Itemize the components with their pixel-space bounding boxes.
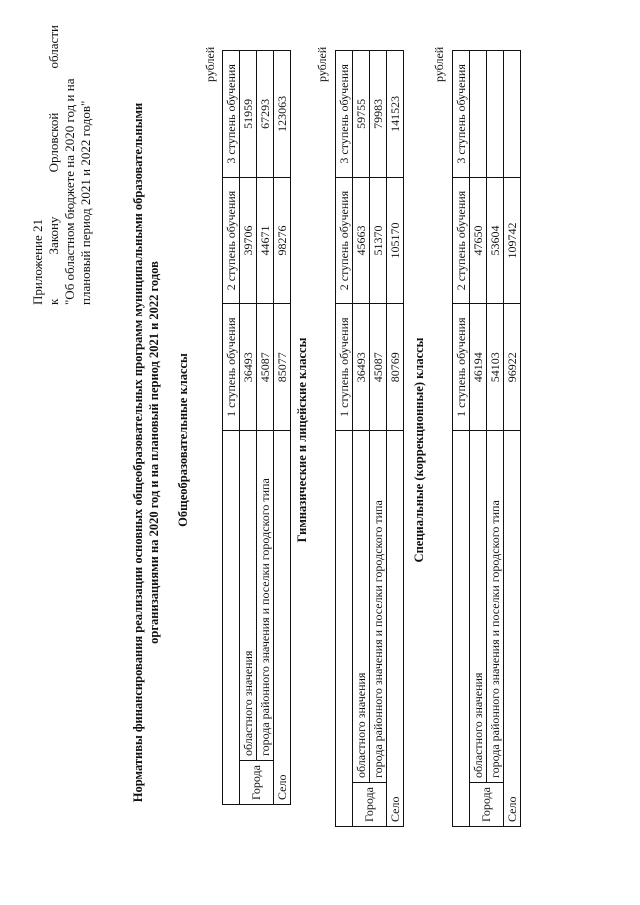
group-label-cities: Города xyxy=(353,783,387,827)
row-label-regional: областного значения xyxy=(470,431,487,783)
table-gymnasium-classes xyxy=(335,50,404,827)
row-label-district: города районного значения и поселки городского типа xyxy=(370,431,387,783)
value-cell: 54103 xyxy=(487,304,504,431)
appendix-region-word: Орловской xyxy=(46,112,61,173)
header-stage-3: 3 ступень обучения xyxy=(336,51,353,178)
value-cell: 80769 xyxy=(387,304,404,431)
page-title-line-1: Нормативы финансирования реализации основных общеобразовательных программ муниципальными образовательными xyxy=(131,102,145,803)
value-cell: 39706 xyxy=(240,177,257,304)
value-cell: 105170 xyxy=(387,177,404,304)
table-row xyxy=(353,51,370,827)
page-title-line-2: организациями на 2020 год и на плановый период 2021 и 2022 годов xyxy=(147,261,161,644)
group-label-cities: Города xyxy=(470,783,504,827)
appendix-oblast-word: области xyxy=(46,25,61,69)
currency-label-2: рублей xyxy=(315,46,329,82)
header-stage-1: 1 ступень обучения xyxy=(223,304,240,431)
appendix-number: Приложение 21 xyxy=(30,218,45,305)
table-general-classes xyxy=(222,50,291,805)
appendix-law-word: Закону xyxy=(46,216,61,255)
header-stage-3: 3 ступень обучения xyxy=(223,51,240,178)
header-empty-cell xyxy=(336,431,353,827)
header-stage-1: 1 ступень обучения xyxy=(453,304,470,431)
value-cell: 46194 xyxy=(470,304,487,431)
value-cell: 47650 xyxy=(470,177,487,304)
table-special-classes xyxy=(452,50,521,827)
value-cell-empty xyxy=(487,51,504,178)
value-cell: 59755 xyxy=(353,51,370,178)
table-row xyxy=(257,51,274,805)
table-header-row xyxy=(453,51,470,827)
table-header-row xyxy=(223,51,240,805)
header-stage-2: 2 ступень обучения xyxy=(453,177,470,304)
row-label-regional: областного значения xyxy=(240,431,257,761)
row-label-district: города районного значения и поселки городского типа xyxy=(487,431,504,783)
value-cell: 44671 xyxy=(257,177,274,304)
currency-label-3: рублей xyxy=(432,46,446,82)
value-cell: 141523 xyxy=(387,51,404,178)
table-header-row xyxy=(336,51,353,827)
header-stage-1: 1 ступень обучения xyxy=(336,304,353,431)
value-cell: 85077 xyxy=(274,304,291,431)
table-row xyxy=(370,51,387,827)
row-label-village: Село xyxy=(274,431,291,805)
section-title-special: Специальные (коррекционные) классы xyxy=(412,337,426,563)
table-row xyxy=(487,51,504,827)
appendix-header xyxy=(30,25,94,305)
value-cell: 45087 xyxy=(257,304,274,431)
value-cell: 96922 xyxy=(504,304,521,431)
currency-label-1: рублей xyxy=(203,46,217,82)
value-cell: 98276 xyxy=(274,177,291,304)
header-empty-cell xyxy=(223,431,240,805)
value-cell: 53604 xyxy=(487,177,504,304)
value-cell: 109742 xyxy=(504,177,521,304)
page-title xyxy=(130,100,162,805)
value-cell: 45087 xyxy=(370,304,387,431)
row-label-regional: областного значения xyxy=(353,431,370,783)
appendix-law-reference xyxy=(46,25,62,305)
value-cell: 51370 xyxy=(370,177,387,304)
row-label-district: города районного значения и поселки городского типа xyxy=(257,431,274,761)
header-stage-2: 2 ступень обучения xyxy=(223,177,240,304)
header-stage-3: 3 ступень обучения xyxy=(453,51,470,178)
appendix-law-title-2: плановый период 2021 и 2022 годов" xyxy=(78,100,93,305)
value-cell-empty xyxy=(504,51,521,178)
table-row xyxy=(274,51,291,805)
table-row xyxy=(387,51,404,827)
value-cell-empty xyxy=(470,51,487,178)
value-cell: 51959 xyxy=(240,51,257,178)
value-cell: 67293 xyxy=(257,51,274,178)
value-cell: 79983 xyxy=(370,51,387,178)
header-stage-2: 2 ступень обучения xyxy=(336,177,353,304)
section-title-general: Общеобразовательные классы xyxy=(176,353,190,527)
group-label-cities: Города xyxy=(240,761,274,805)
section-title-gymnasium: Гимназические и лицейские классы xyxy=(295,337,309,543)
value-cell: 36493 xyxy=(353,304,370,431)
row-label-village: Село xyxy=(387,431,404,827)
header-empty-cell xyxy=(453,431,470,827)
value-cell: 36493 xyxy=(240,304,257,431)
table-row xyxy=(470,51,487,827)
table-row xyxy=(240,51,257,805)
table-row xyxy=(504,51,521,827)
appendix-law-title-1: "Об областном бюджете на 2020 год и на xyxy=(62,78,77,305)
appendix-k: к xyxy=(46,298,61,305)
value-cell: 45663 xyxy=(353,177,370,304)
value-cell: 123063 xyxy=(274,51,291,178)
row-label-village: Село xyxy=(504,431,521,827)
